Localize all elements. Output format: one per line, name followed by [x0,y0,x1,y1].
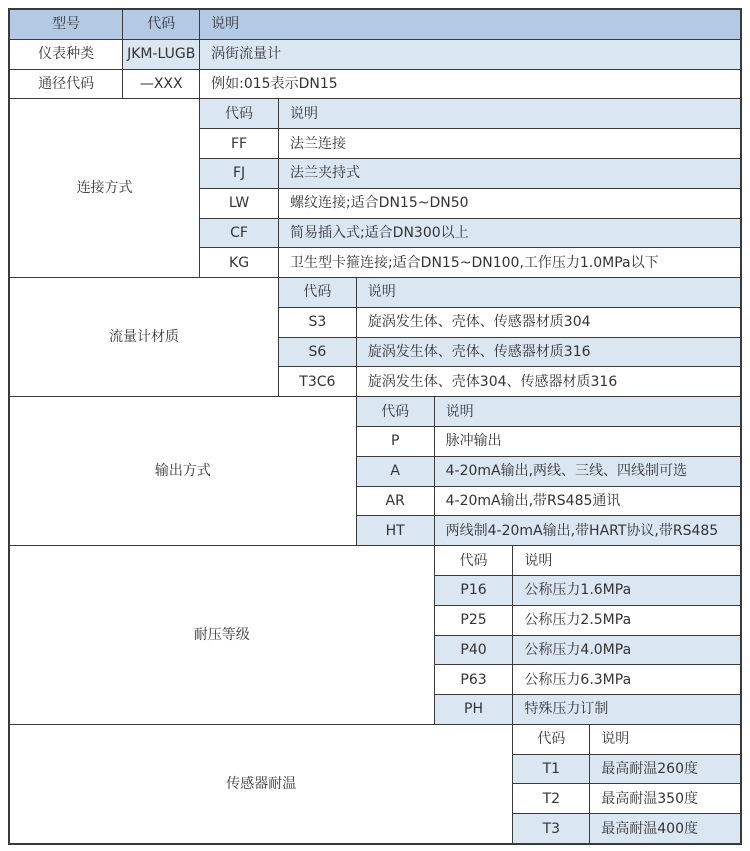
desc-instrument-type: 涡街流量计 [200,40,740,69]
desc-cell: 4-20mA输出,两线、三线、四线制可选 [435,457,740,486]
code-cell: P40 [435,636,513,665]
code-cell: PH [435,695,513,724]
desc-cell: 旋涡发生体、壳体、传感器材质316 [357,338,740,367]
desc-cell: 最高耐温350度 [590,784,740,813]
sub-header-desc: 说明 [357,278,740,307]
desc-cell: 法兰连接 [279,129,740,158]
sub-header-desc: 说明 [513,546,740,575]
code-cell: T3C6 [279,367,356,396]
code-cell: T2 [513,784,589,813]
code-cell: HT [357,516,434,545]
row-label-diameter-code: 通径代码 [10,70,122,99]
desc-cell: 公称压力6.3MPa [513,665,740,694]
desc-cell: 公称压力1.6MPa [513,576,740,605]
desc-cell: 特殊压力订制 [513,695,740,724]
section-label-sensor-temp: 传感器耐温 [10,725,512,843]
desc-cell: 旋涡发生体、壳体304、传感器材质316 [357,367,740,396]
code-instrument-type: JKM-LUGB [123,40,199,69]
code-cell: A [357,457,434,486]
row-label-instrument-type: 仪表种类 [10,40,122,69]
section-label-connection: 连接方式 [10,99,199,277]
code-cell: AR [357,487,434,516]
desc-diameter: 例如:015表示DN15 [200,70,740,99]
code-cell: S3 [279,308,356,337]
code-cell: LW [200,189,278,218]
header-code: 代码 [123,10,199,39]
code-cell: S6 [279,338,356,367]
sub-header-desc: 说明 [590,725,740,754]
desc-cell: 法兰夹持式 [279,159,740,188]
desc-cell: 两线制4-20mA输出,带HART协议,带RS485 [435,516,740,545]
section-label-pressure: 耐压等级 [10,546,434,724]
code-cell: P63 [435,665,513,694]
desc-cell: 螺纹连接;适合DN15~DN50 [279,189,740,218]
desc-cell: 旋涡发生体、壳体、传感器材质304 [357,308,740,337]
sub-header-code: 代码 [435,546,513,575]
code-cell: P16 [435,576,513,605]
sub-header-code: 代码 [200,99,278,128]
sub-header-desc: 说明 [279,99,740,128]
desc-cell: 最高耐温260度 [590,755,740,784]
code-cell: KG [200,248,278,277]
section-label-output: 输出方式 [10,397,356,545]
code-cell: FJ [200,159,278,188]
code-cell: T1 [513,755,589,784]
desc-cell: 最高耐温400度 [590,814,740,843]
desc-cell: 脉冲输出 [435,427,740,456]
header-model: 型号 [10,10,122,39]
section-label-material: 流量计材质 [10,278,278,396]
desc-cell: 卫生型卡箍连接;适合DN15~DN100,工作压力1.0MPa以下 [279,248,740,277]
sub-header-code: 代码 [279,278,356,307]
desc-cell: 4-20mA输出,带RS485通讯 [435,487,740,516]
code-cell: FF [200,129,278,158]
code-cell: P25 [435,606,513,635]
code-cell: T3 [513,814,589,843]
sub-header-desc: 说明 [435,397,740,426]
model-selection-table [8,8,742,845]
code-cell: CF [200,219,278,248]
header-desc: 说明 [200,10,740,39]
sub-header-code: 代码 [357,397,434,426]
desc-cell: 公称压力2.5MPa [513,606,740,635]
desc-cell: 简易插入式;适合DN300以上 [279,219,740,248]
code-diameter: —XXX [123,70,199,99]
desc-cell: 公称压力4.0MPa [513,636,740,665]
code-cell: P [357,427,434,456]
sub-header-code: 代码 [513,725,589,754]
